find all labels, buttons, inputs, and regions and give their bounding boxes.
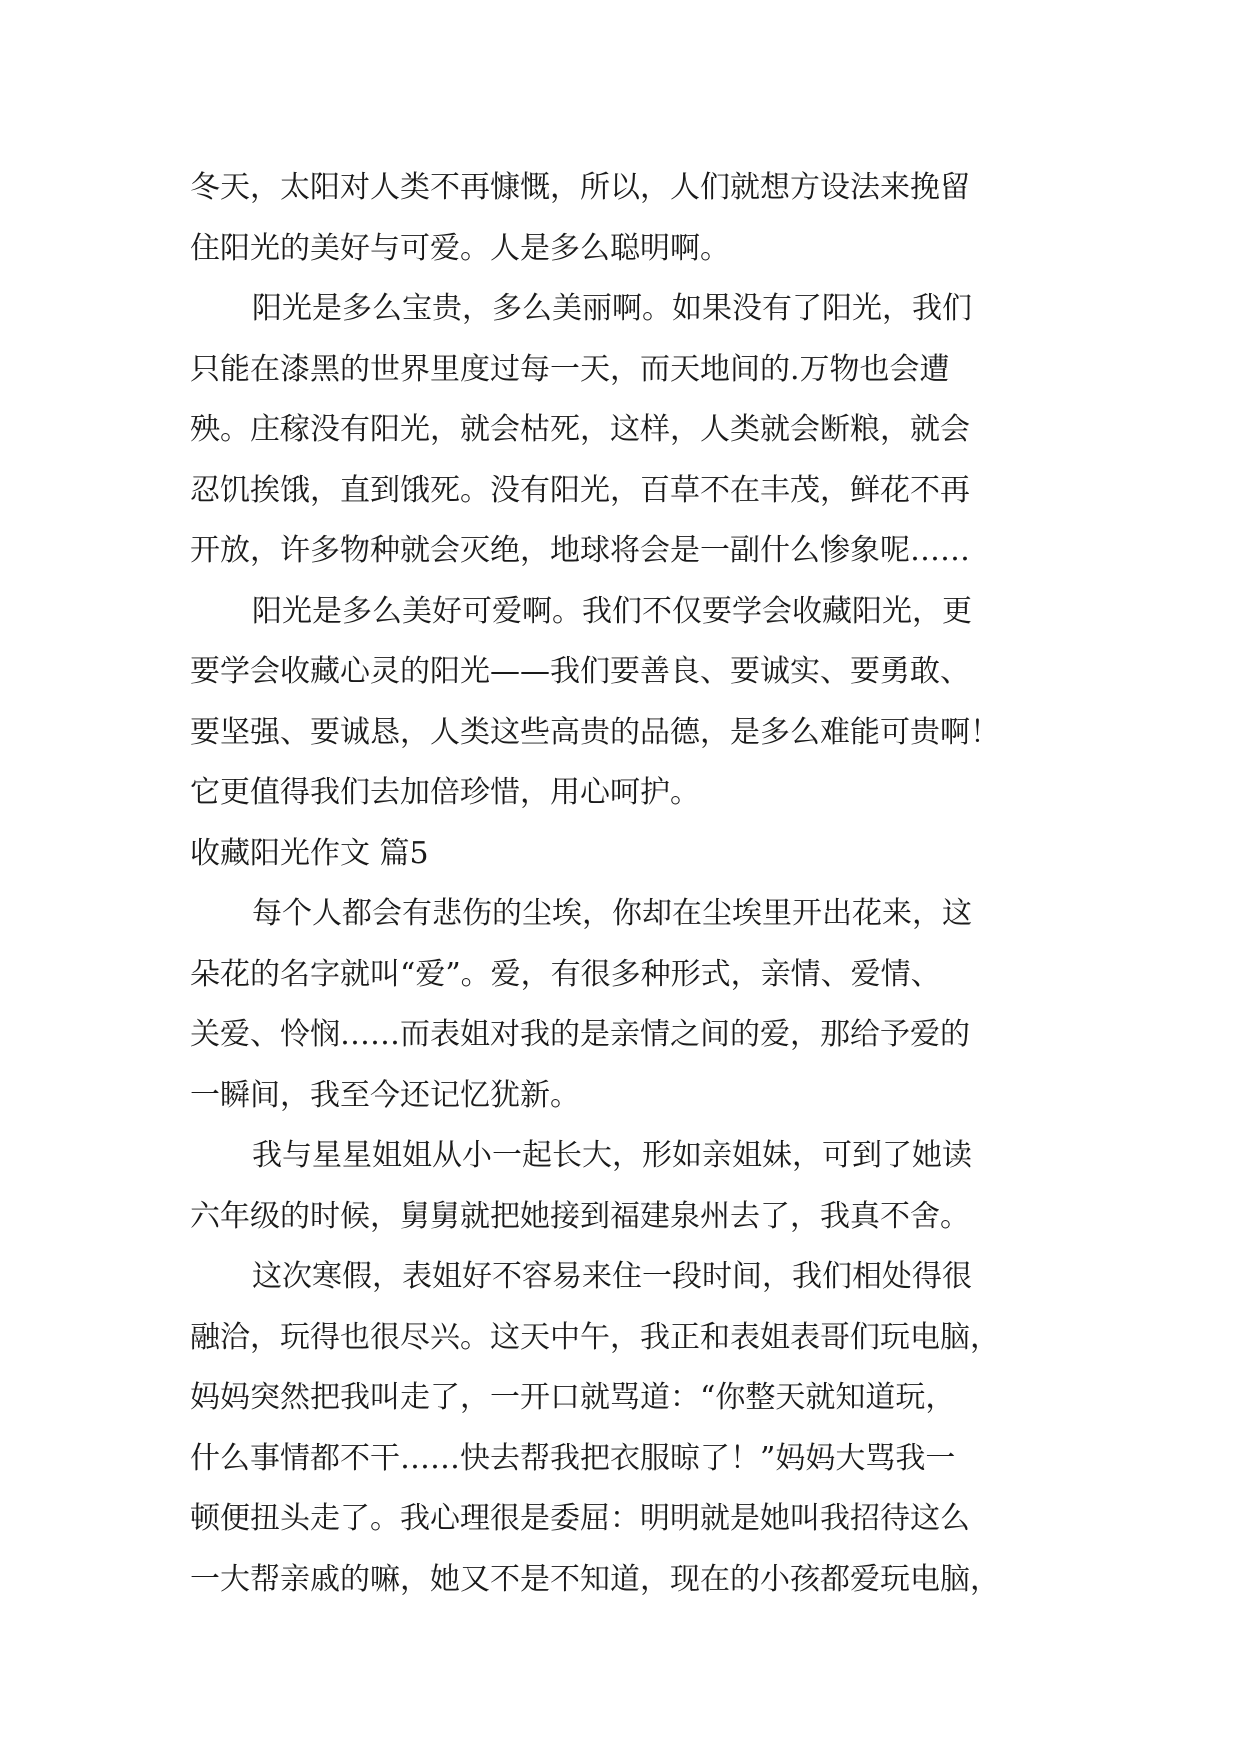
paragraph-first-line: 阳光是多么美好可爱啊。我们不仅要学会收藏阳光，更 (252, 593, 972, 629)
text-line: 什么事情都不干……快去帮我把衣服晾了！”妈妈大骂我一 (190, 1440, 956, 1476)
paragraph-first-line: 阳光是多么宝贵，多么美丽啊。如果没有了阳光，我们 (252, 291, 972, 326)
text-line: 一瞬间，我至今还记忆犹新。 (190, 1077, 580, 1113)
paragraph-first-line: 我与星星姐姐从小一起长大，形如亲姐妹，可到了她读 (252, 1138, 972, 1173)
paragraph-first-line: 这次寒假，表姐好不容易来住一段时间，我们相处得很 (252, 1259, 972, 1294)
text-line: 只能在漆黑的世界里度过每一天，而天地间的.万物也会遭 (190, 351, 950, 387)
text-line: 一大帮亲戚的嘛，她又不是不知道，现在的小孩都爱玩电脑， (190, 1561, 1000, 1597)
essay-body (190, 158, 1070, 1610)
text-line: 要坚强、要诚恳，人类这些高贵的品德，是多么难能可贵啊！ (190, 714, 1000, 750)
text-line: 妈妈突然把我叫走了，一开口就骂道：“你整天就知道玩， (190, 1380, 956, 1415)
text-line: 要学会收藏心灵的阳光——我们要善良、要诚实、要勇敢、 (190, 654, 970, 689)
text-line: 关爱、怜悯……而表姐对我的是亲情之间的爱，那给予爱的 (190, 1017, 970, 1052)
text-line: 开放，许多物种就会灭绝，地球将会是一副什么惨象呢…… (190, 533, 970, 568)
text-line: 冬天，太阳对人类不再慷慨，所以，人们就想方设法来挽留 (190, 170, 970, 205)
text-line: 融洽，玩得也很尽兴。这天中午，我正和表姐表哥们玩电脑， (190, 1319, 1000, 1355)
text-line: 顿便扭头走了。我心理很是委屈：明明就是她叫我招待这么 (190, 1501, 970, 1536)
text-line: 朵花的名字就叫“爱”。爱，有很多种形式，亲情、爱情、 (190, 956, 941, 992)
section-heading: 收藏阳光作文 篇5 (190, 835, 429, 871)
text-line: 它更值得我们去加倍珍惜，用心呵护。 (190, 775, 700, 810)
text-line: 忍饥挨饿，直到饿死。没有阳光，百草不在丰茂，鲜花不再 (190, 472, 970, 508)
text-line: 殃。庄稼没有阳光，就会枯死，这样，人类就会断粮，就会 (190, 412, 970, 447)
text-line: 六年级的时候，舅舅就把她接到福建泉州去了，我真不舍。 (190, 1198, 970, 1234)
paragraph-first-line: 每个人都会有悲伤的尘埃，你却在尘埃里开出花来，这 (252, 896, 972, 931)
text-line: 住阳光的美好与可爱。人是多么聪明啊。 (190, 230, 730, 266)
